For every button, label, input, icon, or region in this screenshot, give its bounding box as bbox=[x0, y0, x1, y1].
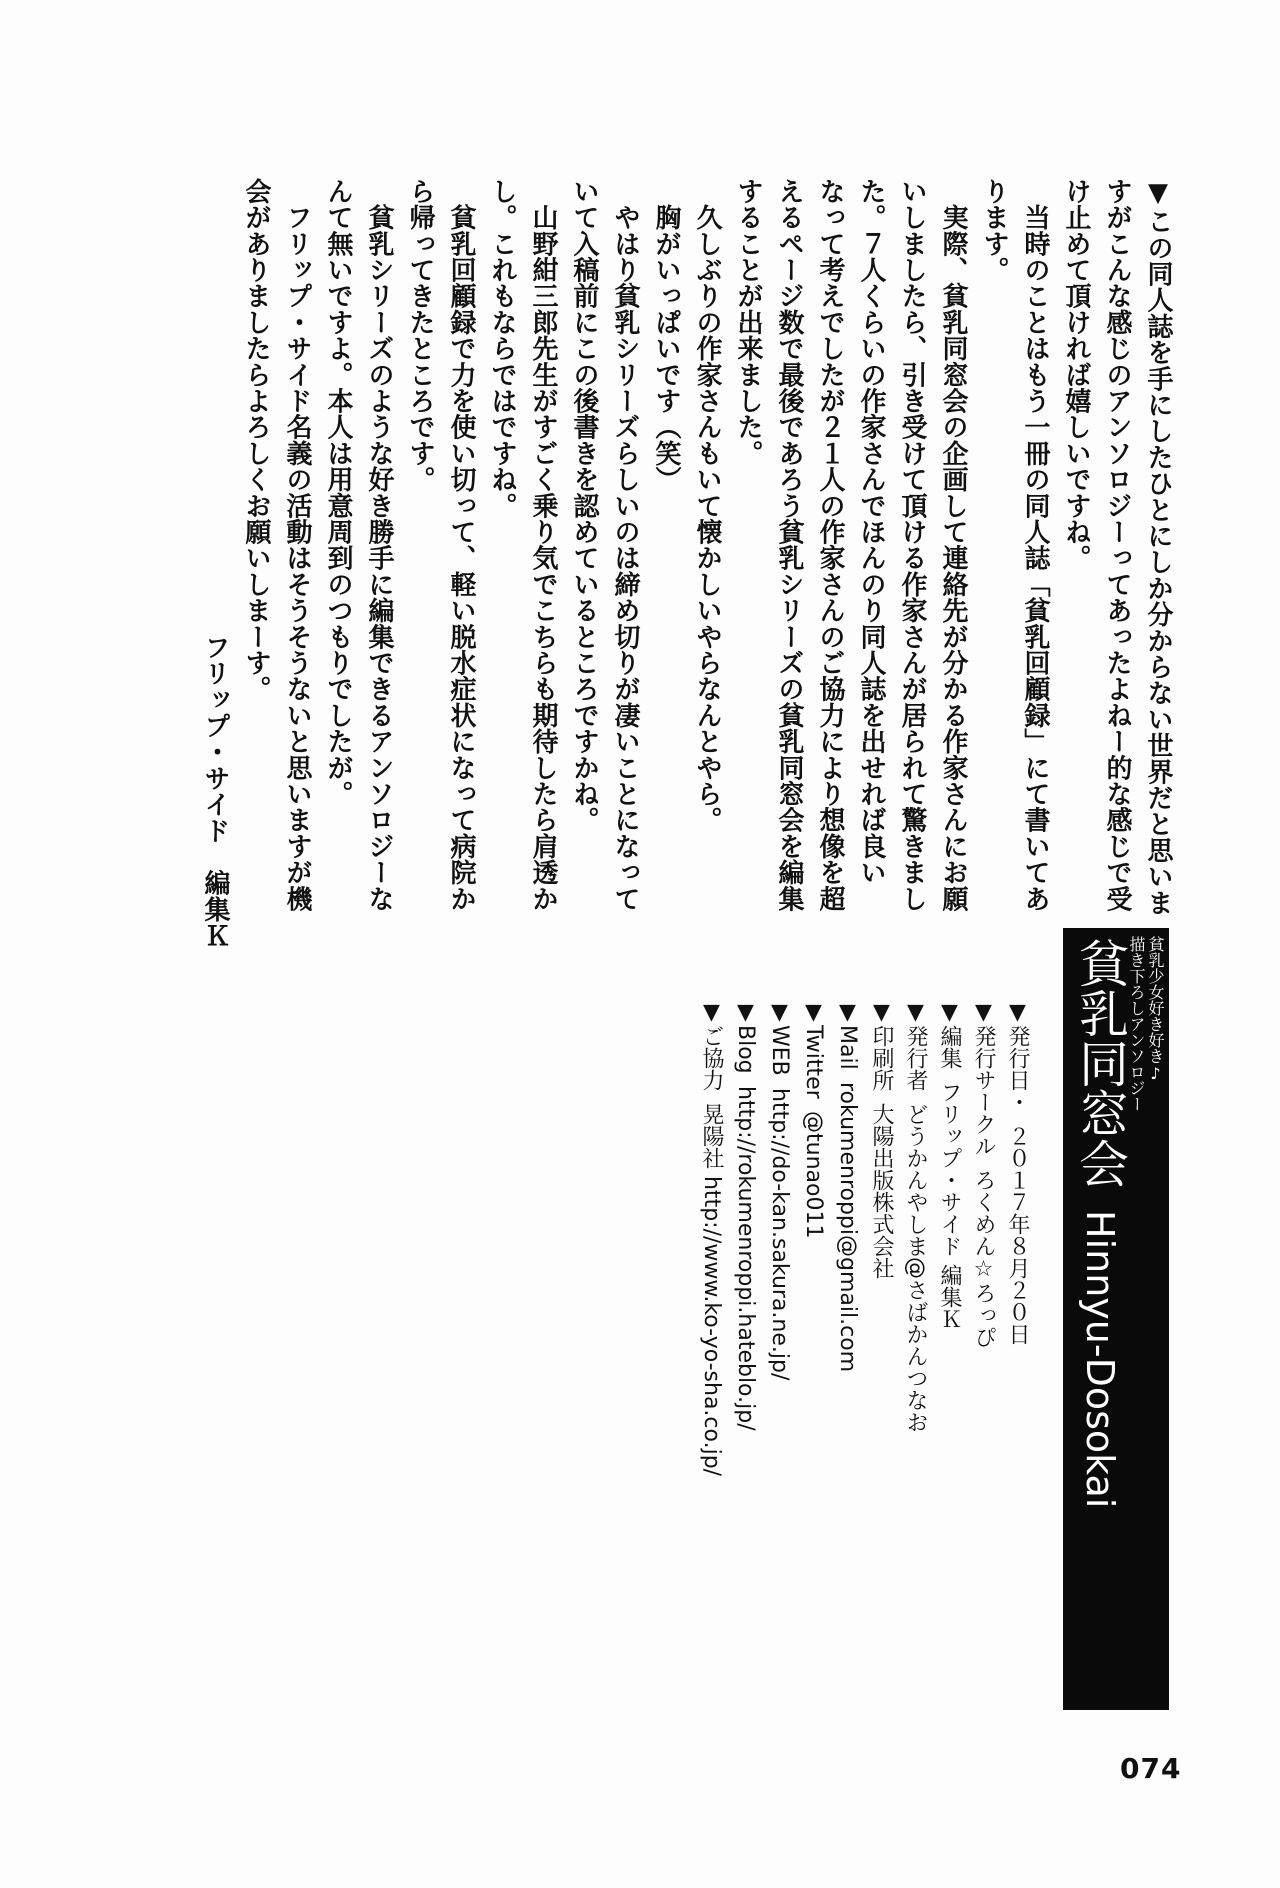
colophon-value: rokumenroppi@gmail.com bbox=[835, 1081, 860, 1372]
text-column: えるページ数で最後であろう貧乳シリーズの貧乳同窓会を編集 bbox=[774, 178, 804, 912]
afterword-text bbox=[194, 178, 1178, 948]
colophon-label: ▼WEB bbox=[767, 1000, 792, 1076]
colophon bbox=[694, 1000, 1034, 1476]
text-column: 貧乳シリーズのような好き勝手に編集できるアンソロジーな bbox=[364, 178, 394, 912]
book-title bbox=[1071, 938, 1129, 1508]
colophon-value: ろくめん☆ろっぴ bbox=[971, 1169, 996, 1348]
colophon-row bbox=[898, 1000, 932, 1476]
text-column: ら帰ってきたところです。 bbox=[405, 178, 435, 493]
colophon-value: フリップ・サイド 編集Ｋ bbox=[937, 1081, 962, 1330]
text-column: 実際、貧乳同窓会の企画して連絡先が分かる作家さんにお願 bbox=[938, 178, 968, 912]
colophon-value: http://rokumenroppi.hateblo.jp/ bbox=[733, 1085, 758, 1431]
colophon-row bbox=[1000, 1000, 1034, 1476]
text-column: いしましたら、引き受けて頂ける作家さんが居られて驚きまし bbox=[897, 178, 927, 912]
text-column: なって考えでしたが２１人の作家さんのご協力により想像を超 bbox=[815, 178, 845, 912]
text-column: 会がありましたらよろしくお願いしまーす。 bbox=[241, 178, 271, 702]
text-column: フリップ・サイド名義の活動はそうそうないと思いますが機 bbox=[282, 178, 312, 912]
colophon-value: 晃陽社 http://www.ko-yo-sha.co.jp/ bbox=[699, 1103, 724, 1477]
colophon-label: ▼Mail bbox=[835, 1000, 860, 1070]
text-column: 山野紺三郎先生がすごく乗り気でこちらも期待したら肩透か bbox=[528, 178, 558, 912]
colophon-label: ▼印刷所 bbox=[869, 1000, 894, 1091]
text-column: 久しぶりの作家さんもいて懐かしいやらなんとやら。 bbox=[692, 178, 722, 833]
subtitle bbox=[1127, 936, 1165, 1112]
colophon-value: @tunao011 bbox=[801, 1110, 826, 1239]
subtitle-line: 貧乳少女好き好き♪ bbox=[1146, 936, 1165, 1083]
colophon-value: どうかんやしま@さばかんつなお bbox=[903, 1103, 928, 1433]
colophon-row bbox=[762, 1000, 796, 1476]
title-ja: 貧乳同窓会 bbox=[1071, 938, 1129, 1188]
title-en: Hinnyu-Dosokai bbox=[1078, 1210, 1122, 1509]
text-column: 当時のことはもう一冊の同人誌「貧乳回顧録」にて書いてあ bbox=[1020, 178, 1050, 912]
page-number: 074 bbox=[1120, 1752, 1182, 1785]
colophon-value: http://do-kan.sakura.ne.jp/ bbox=[767, 1087, 792, 1381]
colophon-label: ▼発行日・ bbox=[1005, 1000, 1030, 1113]
colophon-value: 大陽出版株式会社 bbox=[869, 1103, 894, 1279]
colophon-label: ▼編集 bbox=[937, 1000, 962, 1069]
colophon-row bbox=[864, 1000, 898, 1476]
subtitle-line: 描き下ろしアンソロジー bbox=[1127, 936, 1146, 1112]
text-column: すがこんな感じのアンソロジーってあったよねー的な感じで受 bbox=[1102, 178, 1132, 912]
colophon-label: ▼ご協力 bbox=[699, 1000, 724, 1091]
text-column: 貧乳回顧録で力を使い切って、軽い脱水症状になって病院か bbox=[446, 178, 476, 912]
colophon-label: ▼Blog bbox=[733, 1000, 758, 1074]
colophon-row bbox=[932, 1000, 966, 1476]
text-column: け止めて頂ければ嬉しいですね。 bbox=[1061, 178, 1091, 571]
text-column: ります。 bbox=[979, 178, 1009, 283]
signature: フリップ・サイド 編集Ｋ bbox=[200, 633, 230, 948]
text-column: やはり貧乳シリーズらしいのは締め切りが凄いことになって bbox=[610, 178, 640, 912]
colophon-row bbox=[694, 1000, 728, 1476]
colophon-row bbox=[830, 1000, 864, 1476]
text-column: んて無いですよ。本人は用意周到のつもりでしたが。 bbox=[323, 178, 353, 807]
colophon-value: ２０１７年８月２０日 bbox=[1005, 1125, 1030, 1345]
colophon-row bbox=[796, 1000, 830, 1476]
colophon-label: ▼Twitter bbox=[801, 1000, 826, 1099]
text-column: し。これもならではですね。 bbox=[487, 178, 517, 519]
text-column: ▼この同人誌を手にしたひとにしか分からない世界だと思いま bbox=[1143, 178, 1173, 916]
text-column: た。７人くらいの作家さんでほんのり同人誌を出せれば良い bbox=[856, 178, 886, 886]
text-column: 胸がいっぱいです（笑） bbox=[651, 178, 681, 493]
colophon-row bbox=[966, 1000, 1000, 1476]
text-column: いて入稿前にこの後書きを認めているところですかね。 bbox=[569, 178, 599, 833]
text-column: することが出来ました。 bbox=[733, 178, 763, 467]
colophon-label: ▼発行サークル bbox=[971, 1000, 996, 1157]
title-banner bbox=[1063, 928, 1169, 1710]
colophon-label: ▼発行者 bbox=[903, 1000, 928, 1091]
colophon-row bbox=[728, 1000, 762, 1476]
